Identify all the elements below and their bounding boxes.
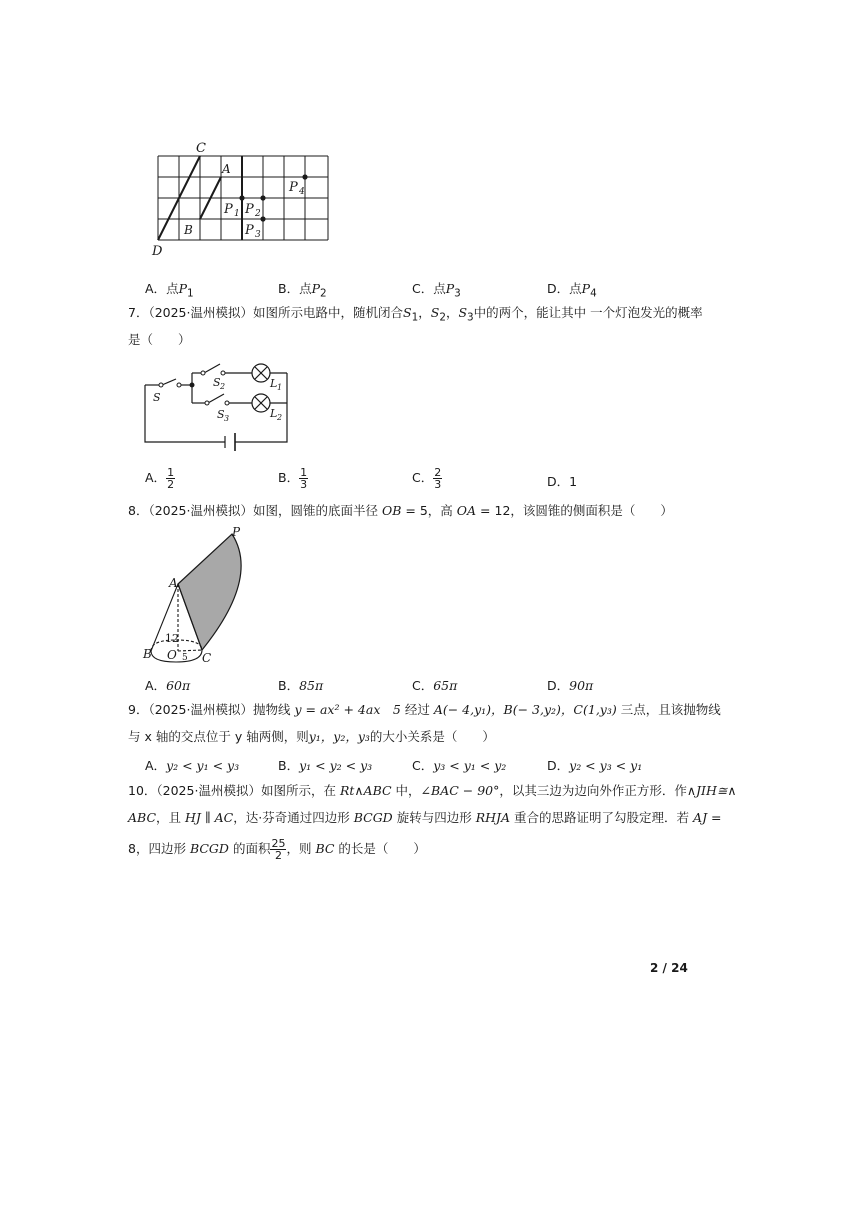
q6-label-a: A: [222, 162, 231, 176]
q7-option-c-fraction: $\frac{2}{3}$: [434, 466, 442, 491]
q9-number: 9．: [128, 702, 149, 717]
q7-label-s2: S: [213, 376, 221, 389]
page-number: 2 / 24: [650, 961, 688, 975]
q8-cone-figure: [140, 524, 260, 668]
q10-stem-line2: ABC，且 HJ ∥ AC，达·芬奇通过四边形 BCGD 旋转与四边形 RHJA 重合的思路证明了勾股定理．若 AJ =: [128, 810, 722, 825]
q7-source: （2025·温州模拟）: [148, 305, 253, 320]
q7-label-l1: L: [270, 377, 278, 390]
q8-label-a: A: [169, 576, 178, 590]
q6-label-c: C: [196, 141, 206, 156]
q6-option-b[interactable]: B．点$P_2$: [278, 281, 327, 300]
q9-option-a[interactable]: A．y₂ < y₁ < y₃: [145, 758, 240, 773]
q9-option-d[interactable]: D．y₂ < y₃ < y₁: [547, 758, 643, 773]
q10-stem-line1: 10．（2025·温州模拟）如图所示，在 Rt∧ABC 中，∠BAC − 90°，以其三边为边向外作正方形．作∧JIH≅∧: [128, 783, 737, 798]
q7-label-s3-sub: 3: [224, 414, 230, 423]
q8-label-b: B: [143, 647, 152, 661]
q9-stem-line1: 9．（2025·温州模拟）抛物线 y = ax² + 4ax 5 经过 A(− 4,y₁)，B(− 3,y₂)，C(1,y₃) 三点，且该抛物线: [128, 702, 721, 717]
q9-stem-line2: 与 x 轴的交点位于 y 轴两侧，则y₁，y₂，y₃的大小关系是（ ）: [128, 729, 495, 744]
q6-label-d: D: [152, 244, 163, 259]
q10-source: （2025·温州模拟）: [156, 783, 261, 798]
q6-option-c[interactable]: C．点$P_3$: [412, 281, 461, 300]
q8-label-p: P: [232, 525, 241, 539]
q7-label-s2-sub: 2: [220, 382, 226, 391]
q6-label-b: B: [184, 223, 193, 237]
q7-option-b[interactable]: B． $\frac{1}{3}$: [278, 466, 308, 491]
q9-option-b[interactable]: B．y₁ < y₂ < y₃: [278, 758, 373, 773]
q8-option-b[interactable]: B．85π: [278, 678, 324, 693]
q10-area-fraction: $\frac{25}{2}$: [271, 837, 286, 862]
q6-label-p2-sub: 2: [255, 209, 261, 219]
q6-grid-figure: [148, 140, 338, 260]
q7-label-s3: S: [217, 408, 225, 421]
q6-option-a[interactable]: A．点$P_1$: [145, 281, 194, 300]
q6-option-d[interactable]: D．点$P_4$: [547, 281, 597, 300]
q8-label-radius: 5: [182, 653, 188, 663]
q8-label-height: 12: [165, 632, 179, 645]
q8-option-d[interactable]: D．90π: [547, 678, 594, 693]
q6-label-p3: P: [245, 223, 254, 238]
q6-label-p1: P: [224, 202, 233, 217]
q6-label-p4-sub: 4: [299, 187, 305, 197]
q7-option-a-fraction: $\frac{1}{2}$: [167, 466, 175, 491]
q6-label-p1-sub: 1: [234, 209, 240, 219]
q8-option-a[interactable]: A．60π: [145, 678, 191, 693]
q7-label-l1-sub: 1: [277, 383, 283, 392]
q7-stem-line1: 7．（2025·温州模拟）如图所示电路中，随机闭合$S_1$，$S_2$，$S_3$中的两个，能让其中 一个灯泡发光的概率: [128, 305, 703, 324]
q7-stem-line2: 是（ ）: [128, 332, 191, 347]
q7-option-b-fraction: $\frac{1}{3}$: [300, 466, 308, 491]
q6-label-p4: P: [289, 180, 298, 195]
q10-number: 10．: [128, 783, 157, 798]
q10-stem-line3: 8，四边形 BCGD 的面积 $\frac{25}{2}$ ，则 BC 的长是（ ）: [128, 837, 426, 862]
q7-label-s: S: [153, 391, 161, 404]
q8-label-o: O: [167, 648, 177, 662]
q8-stem: 8．（2025·温州模拟）如图，圆锥的底面半径 OB = 5，高 OA = 12，该圆锥的侧面积是（ ）: [128, 503, 673, 518]
q7-option-a[interactable]: A． $\frac{1}{2}$: [145, 466, 175, 491]
q7-label-l2: L: [270, 407, 278, 420]
q7-option-c[interactable]: C． $\frac{2}{3}$: [412, 466, 442, 491]
q9-source: （2025·温州模拟）: [148, 702, 253, 717]
q8-number: 8．: [128, 503, 149, 518]
q7-number: 7．: [128, 305, 149, 320]
q8-source: （2025·温州模拟）: [148, 503, 253, 518]
q9-option-c[interactable]: C．y₃ < y₁ < y₂: [412, 758, 507, 773]
q8-label-c: C: [202, 651, 212, 665]
q8-option-c[interactable]: C．65π: [412, 678, 458, 693]
q7-option-d[interactable]: D．1: [547, 474, 578, 489]
q6-label-p3-sub: 3: [255, 230, 261, 240]
q7-label-l2-sub: 2: [277, 413, 283, 422]
q7-circuit-figure: [140, 355, 300, 455]
q6-label-p2: P: [245, 202, 254, 217]
